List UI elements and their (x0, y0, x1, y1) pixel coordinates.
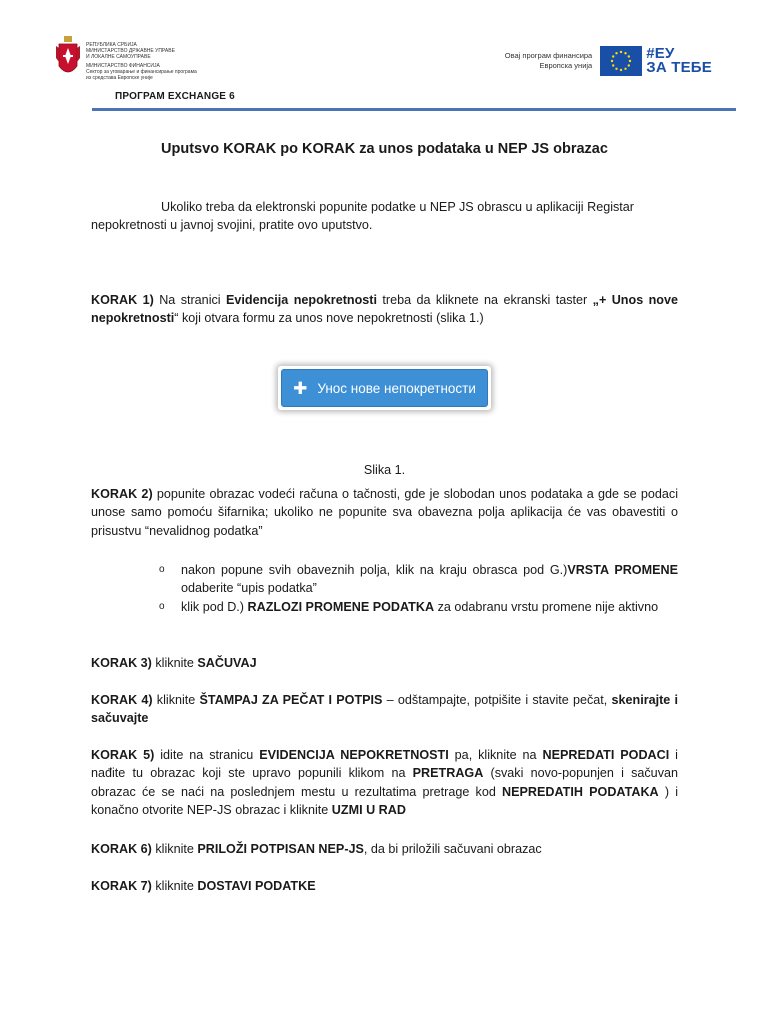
step-keyword: „+ Unos nove nepokretnosti (91, 293, 678, 326)
step-keyword: PRILOŽI POTPISAN NEP-JS (197, 842, 364, 856)
ministry-line: МИНИСТАРСТВО ФИНАНСИЈА (86, 63, 160, 69)
step-text: ) i konačno otvorite NEP-JS obrazac i kliknite (91, 784, 678, 817)
eu-star-icon (616, 52, 618, 54)
ministry-line: Сектор за уговарање и финансирање програма (86, 69, 197, 75)
government-logo (56, 36, 216, 86)
step-label: KORAK 5) (91, 748, 155, 762)
plus-icon: ✚ (293, 378, 308, 398)
step-keyword: Evidencija nepokretnosti (226, 293, 377, 307)
add-property-button[interactable] (281, 369, 488, 407)
eu-star-icon (628, 55, 630, 57)
bullet-icon: o (159, 564, 165, 575)
step-keyword: SAČUVAJ (197, 656, 257, 670)
step-text: idite na stranicu (154, 748, 260, 762)
step-text: kliknite (151, 879, 198, 893)
figure-caption: Slika 1. (363, 462, 406, 477)
eu-star-icon (611, 60, 613, 62)
step-keyword: ŠTAMPAJ ZA PEČAT I POTPIS (199, 693, 383, 707)
header-divider (92, 108, 736, 111)
step-text: “ koji otvara formu za unos nove nepokretnosti (slika 1.) (174, 311, 484, 326)
list-item (159, 598, 678, 616)
step-7 (91, 877, 678, 895)
eu-star-icon (620, 69, 622, 71)
eu-slogan (646, 47, 712, 75)
list-text: za odabranu vrstu promene nije aktivno (434, 600, 659, 614)
step-text: popunite obrazac vodeći računa o tačnosti, gde je slobodan unos podataka a gde se podaci unose samo pomoću šifarnika; ukoliko ne popunite sva obavezna polja aplikacija će vas obavestiti o prisustvu “nevalidnog podatka” (91, 487, 678, 538)
eu-funding-text (505, 51, 592, 71)
eu-funding-logo (505, 46, 712, 76)
eu-flag-icon (600, 46, 642, 76)
eu-star-icon (628, 64, 630, 66)
step-6 (91, 840, 678, 858)
document-title: Uputsvo KORAK po KORAK za unos podataka u NEP JS obrazac (161, 141, 608, 157)
step-text: pa, kliknite na (448, 748, 543, 762)
list-text: odaberite “upis podatka” (181, 581, 317, 596)
step-keyword: PRETRAGA (412, 766, 484, 781)
step-5 (91, 746, 678, 819)
step-label: KORAK 2) (91, 487, 153, 501)
step-keyword: EVIDENCIJA NEPOKRETNOSTI (259, 748, 449, 762)
eu-star-icon (612, 55, 614, 57)
step-text: Na stranici (153, 293, 226, 307)
step-1 (91, 291, 678, 328)
list-keyword: VRSTA PROMENE (567, 563, 678, 577)
add-property-label: Унос нове непокретности (317, 380, 476, 396)
step-text: kliknite (152, 693, 200, 707)
eu-star-icon (625, 52, 627, 54)
eu-star-icon (612, 64, 614, 66)
eu-fund-line: Овај програм финансира (504, 51, 593, 60)
ministry-line: И ЛОКАЛНЕ САМОУПРАВЕ (86, 54, 151, 60)
step-label: KORAK 4) (91, 693, 153, 707)
step-keyword: UZMI U RAD (331, 802, 406, 817)
program-name: ПРОГРАМ EXCHANGE 6 (115, 91, 235, 102)
step-label: KORAK 1) (91, 293, 154, 307)
eu-fund-line: Европска унија (539, 61, 593, 70)
ministry-line: МИНИСТАРСТВО ДРЖАВНЕ УПРАВЕ (86, 48, 175, 54)
eu-star-icon (625, 68, 627, 70)
step-label: KORAK 3) (91, 656, 152, 670)
step-text: i nađite tu obrazac koji ste upravo popunili klikom na (91, 748, 678, 781)
ministry-line: из средстава Европске уније (86, 75, 153, 81)
eu-slogan-line: #ЕУ (646, 45, 675, 62)
coat-of-arms-icon (56, 36, 80, 82)
eu-star-icon (620, 51, 622, 53)
step-text: , da bi priložili sačuvani obrazac (363, 842, 542, 856)
step-label: KORAK 7) (91, 879, 152, 893)
step-text: (svaki novo-popunjen i sačuvan obrazac će se naći na poslednjem mestu u rezultatima pretrage kod (91, 766, 678, 799)
step-keyword: skenirajte i sačuvajte (91, 693, 679, 726)
step-text: – odštampajte, potpišite i stavite pečat, (382, 693, 612, 707)
step-3 (91, 654, 678, 672)
list-item (159, 561, 678, 598)
ministry-text (86, 36, 216, 81)
step-text: kliknite (151, 842, 198, 856)
step-4 (91, 691, 678, 728)
figure-screenshot (278, 366, 491, 410)
ministry-line: РЕПУБЛИКА СРБИЈА (86, 42, 137, 48)
step-2 (91, 485, 678, 540)
step-label: KORAK 6) (91, 842, 152, 856)
list-text: klik pod D.) (181, 600, 248, 614)
list-text: nakon popune svih obaveznih polja, klik na kraju obrasca pod G.) (181, 563, 568, 577)
bullet-icon: o (159, 601, 165, 612)
list-keyword: RAZLOZI PROMENE PODATKA (247, 600, 435, 614)
step-text: treba da kliknete na ekranski taster (376, 293, 593, 307)
step-keyword: NEPREDATIH PODATAKA (502, 784, 659, 799)
step-keyword: DOSTAVI PODATKE (197, 879, 316, 893)
eu-star-icon (629, 60, 631, 62)
eu-slogan-line: ЗА ТЕБЕ (646, 59, 712, 76)
step-text: kliknite (151, 656, 198, 670)
eu-star-icon (616, 68, 618, 70)
step-keyword: NEPREDATI PODACI (542, 748, 670, 762)
intro-paragraph: Ukoliko treba da elektronski popunite podatke u NEP JS obrascu u aplikaciji Registar nepokretnosti u javnoj svojini, pratite ovo uputstvo. (91, 200, 634, 233)
